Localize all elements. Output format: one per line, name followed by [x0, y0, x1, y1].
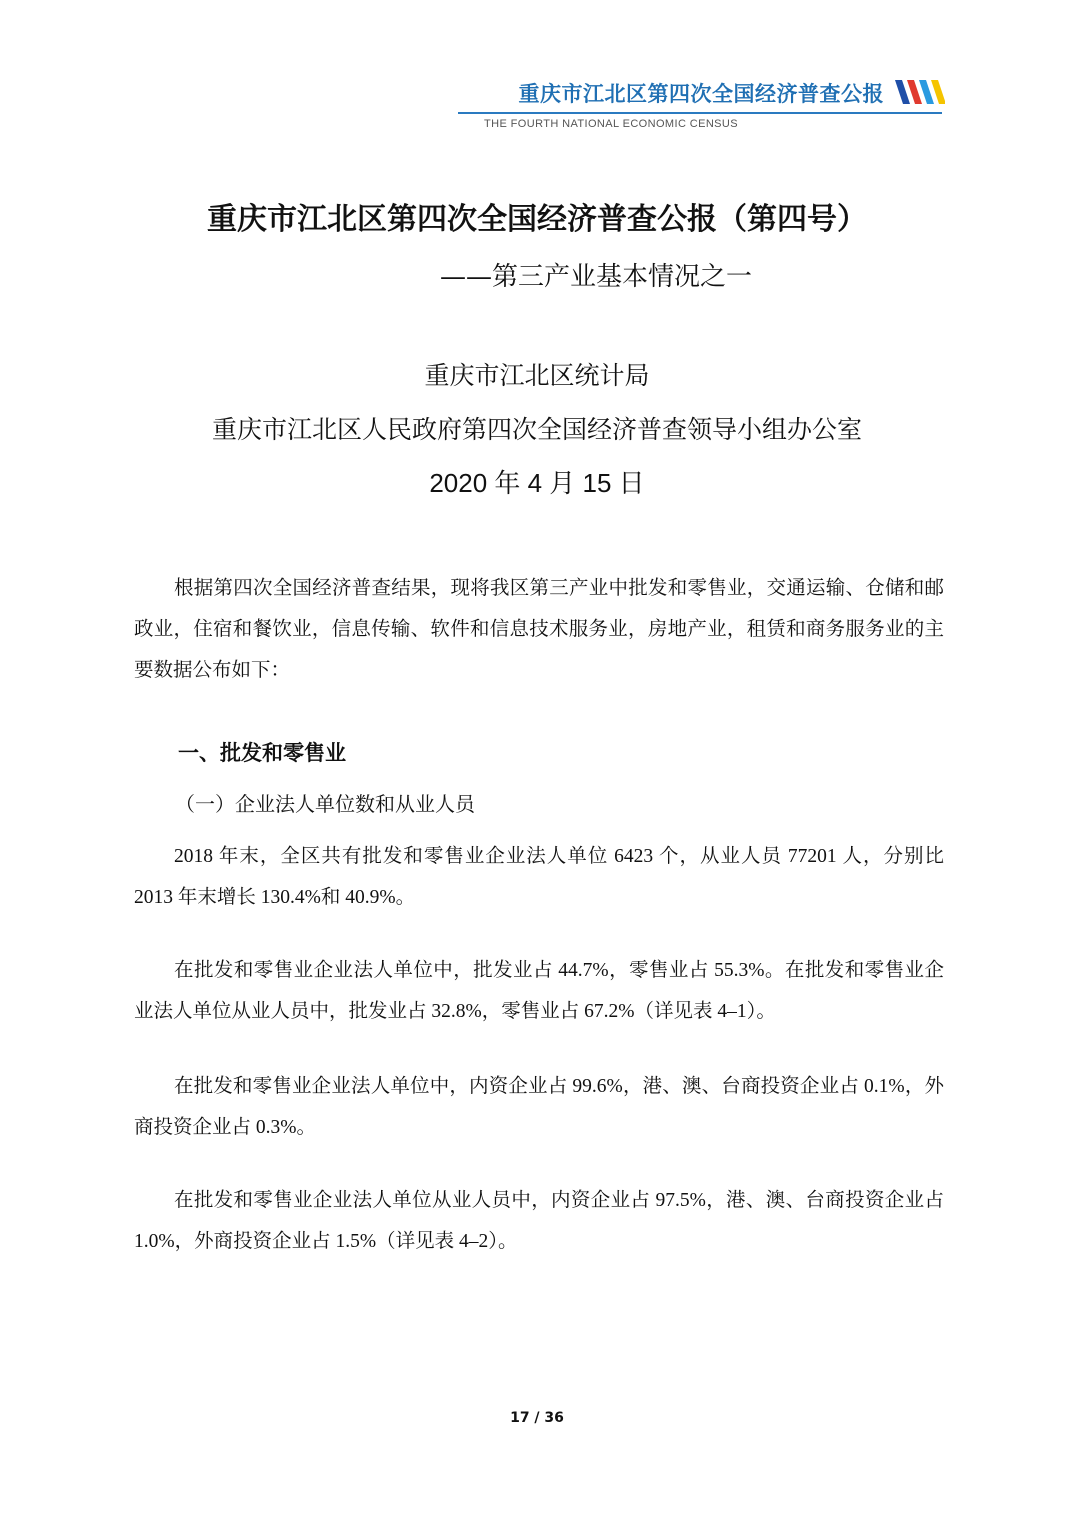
stripe-red	[907, 80, 922, 104]
stripe-blue	[895, 80, 910, 104]
stripe-yellow	[931, 80, 945, 104]
page-title: 重庆市江北区第四次全国经济普查公报（第四号）	[207, 202, 867, 237]
header-stripes-logo	[895, 80, 945, 104]
subsection-heading: （一）企业法人单位数和从业人员	[175, 792, 475, 816]
header-divider	[458, 112, 942, 114]
section-heading: 一、批发和零售业	[178, 741, 346, 765]
page-number: 17 / 36	[510, 1410, 564, 1426]
page-subtitle: ——第三产业基本情况之一	[439, 262, 752, 292]
issuer-office: 重庆市江北区人民政府第四次全国经济普查领导小组办公室	[211, 415, 862, 444]
body-paragraph: 2018 年末，全区共有批发和零售业企业法人单位 6423 个，从业人员 77201 人，分别比 2013 年末增长 130.4%和 40.9%。	[134, 846, 944, 908]
intro-paragraph: 根据第四次全国经济普查结果，现将我区第三产业中批发和零售业，交通运输、仓储和邮政业，住宿和餐饮业，信息传输、软件和信息技术服务业，房地产业，租赁和商务服务业的主要数据公布如下：	[134, 578, 944, 681]
body-paragraph: 在批发和零售业企业法人单位中，内资企业占 99.6%，港、澳、台商投资企业占 0.1%，外商投资企业占 0.3%。	[134, 1076, 944, 1138]
issue-date: 2020 年 4 月 15 日	[429, 468, 645, 498]
header-title: 重庆市江北区第四次全国经济普查公报	[518, 81, 884, 106]
issuer-bureau: 重庆市江北区统计局	[424, 361, 650, 390]
stripe-lightblue	[919, 80, 934, 104]
body-paragraph: 在批发和零售业企业法人单位从业人员中，内资企业占 97.5%，港、澳、台商投资企业占 1.0%，外商投资企业占 1.5%（详见表 4–2）。	[134, 1190, 944, 1252]
header-subtitle: THE FOURTH NATIONAL ECONOMIC CENSUS	[484, 118, 738, 130]
body-paragraph: 在批发和零售业企业法人单位中，批发业占 44.7%，零售业占 55.3%。在批发和零售业企业法人单位从业人员中，批发业占 32.8%，零售业占 67.2%（详见表 4–1）。	[134, 960, 944, 1022]
